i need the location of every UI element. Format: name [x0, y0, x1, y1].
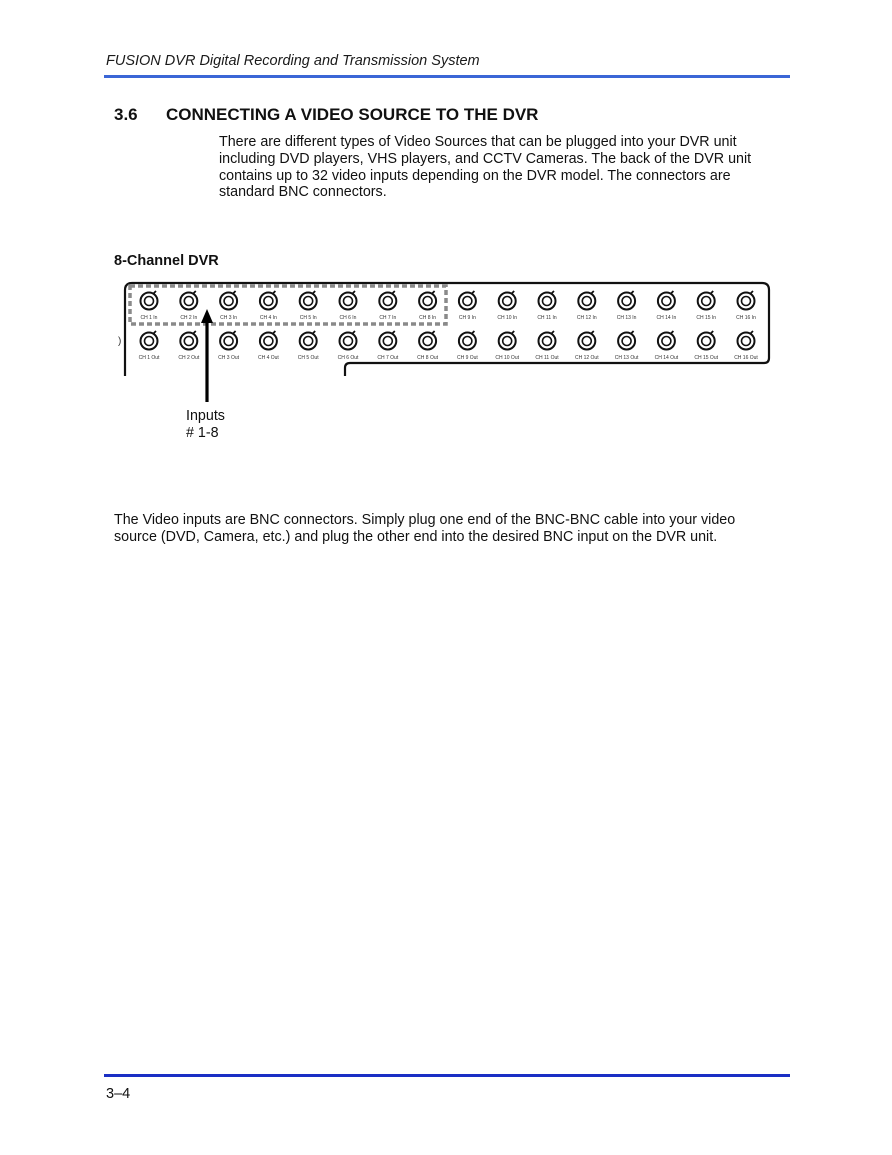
bnc-input-6 — [340, 291, 357, 321]
bnc-connector-icon — [260, 293, 277, 310]
bnc-output-16-label: CH 16 Out — [734, 355, 758, 361]
section-number: 3.6 — [114, 105, 138, 124]
bnc-connector-icon — [419, 333, 436, 350]
bnc-input-5 — [300, 291, 317, 321]
figure-caption: 8-Channel DVR — [114, 253, 219, 269]
bnc-connector-icon — [220, 293, 237, 310]
footer-rule — [104, 1074, 790, 1077]
bnc-output-14-label: CH 14 Out — [654, 355, 679, 361]
bnc-input-16 — [736, 291, 756, 321]
bnc-connector-icon — [340, 293, 357, 310]
bnc-output-15 — [694, 331, 718, 361]
dvr-back-panel-diagram — [0, 0, 892, 470]
bnc-input-12-label: CH 12 In — [576, 315, 597, 321]
bnc-connector-icon — [698, 333, 715, 350]
bnc-output-7-label: CH 7 Out — [377, 355, 399, 361]
bnc-input-15-label: CH 15 In — [696, 315, 717, 321]
bnc-connector-icon — [379, 333, 396, 350]
bnc-input-8-label: CH 8 In — [419, 315, 437, 321]
bnc-connector-icon — [499, 293, 516, 310]
bnc-connector-icon — [738, 293, 755, 310]
bnc-connector-icon — [459, 293, 476, 310]
bnc-output-11 — [535, 331, 559, 361]
page-number: 3–4 — [106, 1086, 131, 1102]
bnc-output-13 — [615, 331, 639, 361]
bnc-output-9-label: CH 9 Out — [456, 355, 478, 361]
bnc-output-1 — [139, 331, 160, 361]
bnc-output-2 — [178, 331, 199, 361]
bnc-input-16-label: CH 16 In — [736, 315, 756, 321]
bnc-output-13-label: CH 13 Out — [614, 355, 639, 361]
bnc-input-15 — [696, 291, 716, 321]
bnc-input-13-label: CH 13 In — [616, 315, 637, 321]
inputs-callout-label — [186, 408, 225, 442]
bnc-output-16 — [734, 331, 758, 361]
bnc-output-4 — [258, 331, 279, 361]
bnc-input-12 — [577, 291, 597, 321]
bnc-input-3 — [220, 291, 237, 321]
intro-paragraph: There are different types of Video Sources that can be plugged into your DVR unit including DVD players, VHS players, and CCTV Cameras. The back of the DVR unit contains up to 32 video inputs depending on the DVR model. The connectors are standard BNC connectors. — [219, 134, 752, 201]
bnc-output-14 — [655, 331, 679, 361]
bnc-connector-icon — [578, 293, 595, 310]
bnc-connector-icon — [419, 293, 436, 310]
bnc-connectors — [139, 291, 759, 361]
bnc-input-10-label: CH 10 In — [497, 315, 518, 321]
bnc-connector-icon — [539, 333, 556, 350]
bnc-output-12 — [575, 331, 599, 361]
bnc-connector-icon — [300, 293, 317, 310]
bnc-input-8 — [419, 291, 436, 321]
bnc-connector-icon — [300, 333, 317, 350]
bnc-input-4 — [260, 291, 277, 321]
bnc-input-5-label: CH 5 In — [299, 315, 317, 321]
bnc-connector-icon — [499, 333, 516, 350]
bnc-input-3-label: CH 3 In — [220, 315, 238, 321]
callout-arrow — [201, 309, 213, 402]
panel-edge-mark: ) — [118, 336, 122, 347]
bnc-connector-icon — [539, 293, 556, 310]
bnc-input-11-label: CH 11 In — [537, 315, 557, 321]
bnc-output-3-label: CH 3 Out — [218, 355, 240, 361]
bnc-output-8-label: CH 8 Out — [417, 355, 439, 361]
bnc-connector-icon — [141, 293, 158, 310]
bnc-input-7-label: CH 7 In — [379, 315, 397, 321]
bnc-connector-icon — [459, 333, 476, 350]
bnc-output-5-label: CH 5 Out — [297, 355, 319, 361]
bnc-output-3 — [218, 331, 239, 361]
callout-line-1: Inputs — [186, 408, 225, 424]
bnc-connector-icon — [618, 333, 635, 350]
bnc-input-2-label: CH 2 In — [180, 315, 198, 321]
bnc-output-6-label: CH 6 Out — [337, 355, 359, 361]
bnc-output-9 — [457, 331, 478, 361]
bnc-connector-icon — [260, 333, 277, 350]
bnc-connector-icon — [141, 333, 158, 350]
bnc-input-9-label: CH 9 In — [458, 315, 476, 321]
bnc-input-4-label: CH 4 In — [259, 315, 277, 321]
bnc-input-2 — [180, 291, 197, 321]
bnc-output-2-label: CH 2 Out — [178, 355, 200, 361]
bnc-connector-icon — [578, 333, 595, 350]
bnc-input-1-label: CH 1 In — [140, 315, 158, 321]
bnc-output-10 — [495, 331, 519, 361]
bnc-connector-icon — [738, 333, 755, 350]
bnc-output-4-label: CH 4 Out — [257, 355, 279, 361]
bnc-connector-icon — [658, 293, 675, 310]
bnc-output-15-label: CH 15 Out — [694, 355, 719, 361]
inputs-highlight-box — [130, 286, 446, 324]
bnc-input-1 — [141, 291, 158, 321]
bnc-output-10-label: CH 10 Out — [495, 355, 520, 361]
bnc-input-14 — [657, 291, 677, 321]
bnc-connector-icon — [618, 293, 635, 310]
bnc-output-12-label: CH 12 Out — [574, 355, 599, 361]
bnc-connector-icon — [658, 333, 675, 350]
bnc-output-6 — [338, 331, 359, 361]
bnc-output-11-label: CH 11 Out — [535, 355, 559, 361]
bnc-output-5 — [298, 331, 319, 361]
running-header-title: FUSION DVR Digital Recording and Transmission System — [106, 53, 480, 69]
bnc-connector-icon — [180, 293, 197, 310]
bnc-input-14-label: CH 14 In — [656, 315, 677, 321]
section-title: CONNECTING A VIDEO SOURCE TO THE DVR — [166, 105, 539, 124]
bnc-input-6-label: CH 6 In — [339, 315, 357, 321]
bnc-input-11 — [537, 291, 557, 321]
bnc-connector-icon — [698, 293, 715, 310]
bnc-input-9 — [459, 291, 476, 321]
callout-line-2: # 1-8 — [186, 425, 219, 441]
bnc-input-10 — [497, 291, 517, 321]
bnc-output-1-label: CH 1 Out — [138, 355, 160, 361]
body-paragraph: The Video inputs are BNC connectors. Simply plug one end of the BNC-BNC cable into your video source (DVD, Camera, etc.) and plug the other end into the desired BNC input on the DVR unit. — [114, 512, 736, 545]
bnc-connector-icon — [180, 333, 197, 350]
bnc-connector-icon — [220, 333, 237, 350]
bnc-input-13 — [617, 291, 637, 321]
bnc-output-8 — [417, 331, 438, 361]
bnc-input-7 — [379, 291, 396, 321]
bnc-connector-icon — [340, 333, 357, 350]
bnc-connector-icon — [379, 293, 396, 310]
bnc-output-7 — [377, 331, 398, 361]
